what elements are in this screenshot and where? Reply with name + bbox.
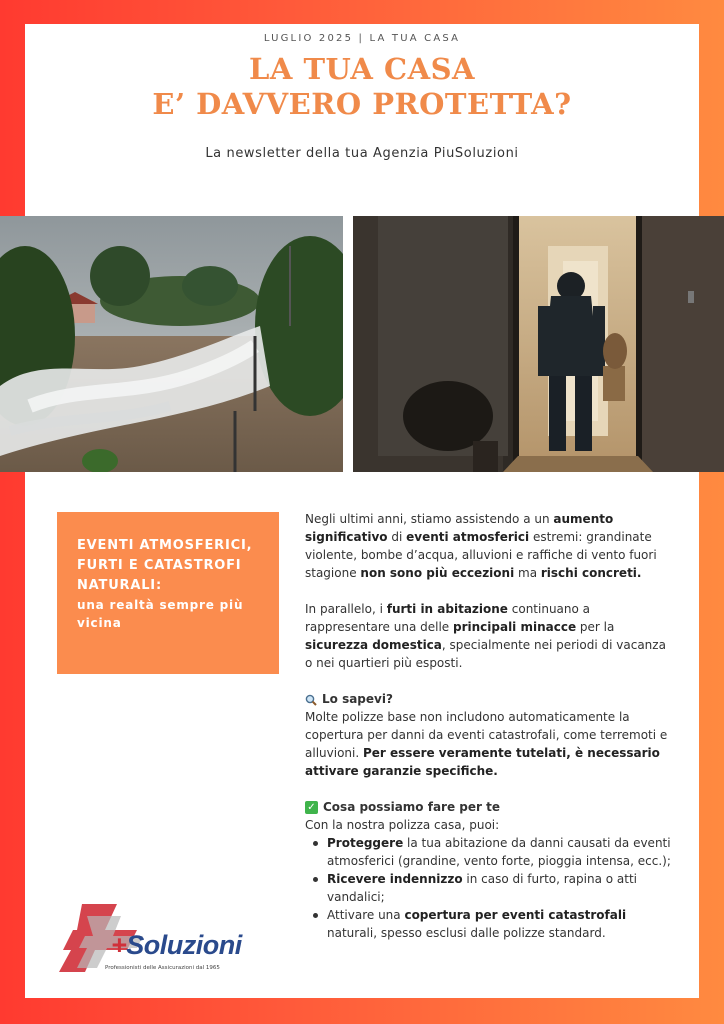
paragraph-theft: In parallelo, i furti in abitazione continuano a rappresentare una delle principali minacce per la sicurezza domestica, specialmente nei periodi di vacanza o nei quartieri più esposti.	[305, 602, 666, 670]
what-we-do-heading: Cosa possiamo fare per te	[323, 800, 500, 814]
check-icon: ✓	[305, 801, 318, 814]
flood-photo	[0, 216, 343, 472]
what-we-do-intro: Con la nostra polizza casa, puoi:	[305, 818, 500, 832]
logo-tagline: Professionisti delle Assicurazioni dal 1965	[105, 965, 220, 971]
logo-wordmark: +Soluzioni	[111, 930, 242, 960]
list-item: Ricevere indennizzo in caso di furto, rapina o atti vandalici;	[305, 870, 675, 906]
page-subtitle: La newsletter della tua Agenzia PiuSoluzioni	[205, 146, 519, 161]
article-body	[305, 510, 675, 942]
magnifier-icon	[305, 693, 317, 705]
list-item: Attivare una copertura per eventi catastrofali naturali, spesso esclusi dalle polizze standard.	[305, 906, 675, 942]
issue-kicker: LUGLIO 2025 | LA TUA CASA	[263, 33, 461, 44]
company-logo	[57, 902, 247, 978]
did-you-know-text: Molte polizze base non includono automaticamente la copertura per danni da eventi catastrofali, come terremoti e alluvioni. Per essere veramente tutelati, è necessario attivare garanzie specifiche.	[305, 710, 668, 778]
benefits-list	[305, 834, 675, 942]
highlight-box	[57, 512, 279, 674]
title-line-1: LA TUA CASA	[248, 52, 476, 86]
highlight-subtitle: una realtà sempre più vicina	[77, 598, 244, 630]
what-we-do-section	[305, 798, 675, 942]
title-line-2: E’ DAVVERO PROTETTA?	[152, 87, 572, 121]
paragraph-weather: Negli ultimi anni, stiamo assistendo a un aumento significativo di eventi atmosferici estremi: grandinate violente, bombe d’acqua, alluvioni e raffiche di vento fuori stagione non sono più eccezioni ma rischi concreti.	[305, 512, 657, 580]
did-you-know-section	[305, 690, 675, 780]
intruder-photo	[353, 216, 724, 472]
photo-divider	[343, 216, 353, 472]
did-you-know-heading: Lo sapevi?	[322, 692, 393, 706]
highlight-title: EVENTI ATMOSFERICI, FURTI E CATASTROFI NATURALI:	[77, 538, 253, 593]
page-title	[0, 52, 724, 122]
list-item: Proteggere la tua abitazione da danni causati da eventi atmosferici (grandine, vento forte, pioggia intensa, ecc.);	[305, 834, 675, 870]
